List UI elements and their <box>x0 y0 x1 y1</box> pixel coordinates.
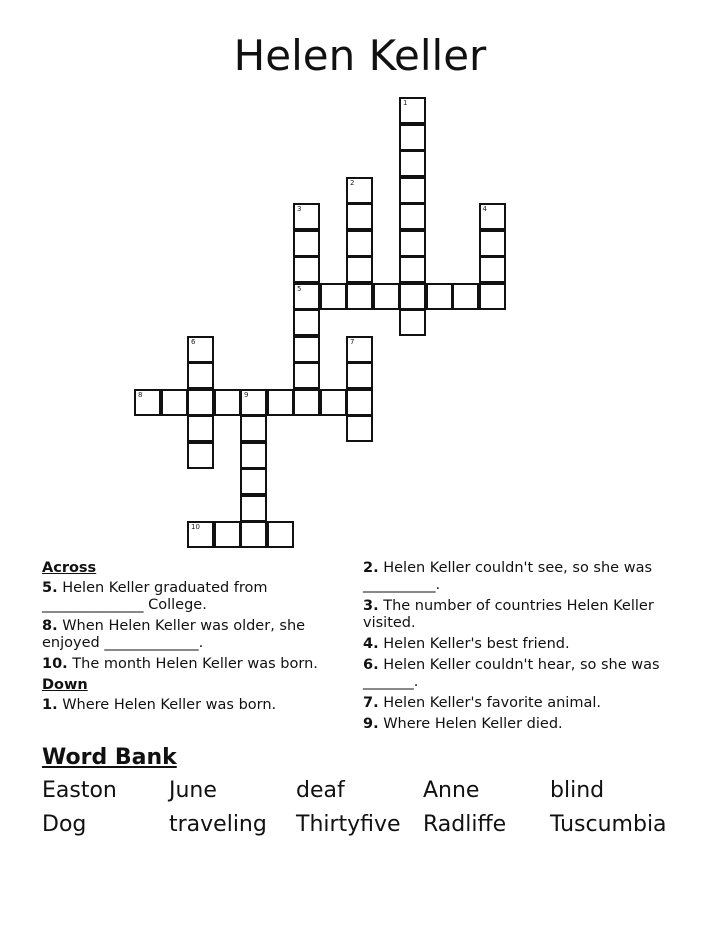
clue-down-9: 9. Where Helen Keller died. <box>363 716 563 732</box>
crossword-cell[interactable] <box>267 521 294 548</box>
crossword-cell[interactable] <box>320 283 347 310</box>
clue-number: 3 <box>297 205 302 213</box>
word-bank-item: traveling <box>169 812 267 837</box>
word-bank-title: Word Bank <box>42 745 177 770</box>
clue-down-6: 6. Helen Keller couldn't hear, so she was _______. <box>363 657 660 690</box>
crossword-cell[interactable] <box>293 203 320 230</box>
crossword-cell[interactable] <box>293 389 320 416</box>
crossword-cell[interactable] <box>293 309 320 336</box>
clue-number: 8 <box>138 390 143 399</box>
word-bank <box>42 778 682 838</box>
crossword-cell[interactable] <box>426 283 453 310</box>
crossword-cell[interactable] <box>240 389 267 416</box>
clues-left-column <box>42 557 362 718</box>
crossword-cell[interactable] <box>293 256 320 283</box>
crossword-cell[interactable] <box>346 415 373 442</box>
crossword-cell[interactable] <box>479 203 506 230</box>
crossword-cell[interactable] <box>240 415 267 442</box>
crossword-cell[interactable] <box>399 230 426 257</box>
crossword-cell[interactable] <box>479 283 506 310</box>
word-bank-item: Tuscumbia <box>550 812 667 837</box>
crossword-cell[interactable] <box>346 283 373 310</box>
crossword-cell[interactable] <box>399 124 426 151</box>
clue-number: 1 <box>403 99 408 107</box>
clue-number: 9 <box>244 390 249 399</box>
crossword-cell[interactable] <box>187 362 214 389</box>
clue-down-7: 7. Helen Keller's favorite animal. <box>363 695 601 711</box>
clue-down-1: 1. Where Helen Keller was born. <box>42 697 277 713</box>
word-bank-item: Radliffe <box>423 812 507 837</box>
word-bank-item: Easton <box>42 778 117 803</box>
crossword-cell[interactable] <box>346 177 373 204</box>
down-heading: Down <box>42 677 88 693</box>
word-bank-item: blind <box>550 778 605 803</box>
crossword-cell[interactable] <box>320 389 347 416</box>
crossword-cell[interactable] <box>346 389 373 416</box>
crossword-cell[interactable] <box>187 389 214 416</box>
crossword-cell[interactable] <box>346 336 373 363</box>
crossword-cell[interactable] <box>187 521 214 548</box>
across-heading: Across <box>42 560 97 576</box>
crossword-cell[interactable] <box>161 389 188 416</box>
clue-number: 7 <box>350 337 355 346</box>
crossword-cell[interactable] <box>293 283 320 310</box>
page-title: Helen Keller <box>233 31 487 80</box>
clue-across-8: 8. When Helen Keller was older, she enjoyed _____________. <box>42 618 306 651</box>
crossword-cell[interactable] <box>346 230 373 257</box>
clue-down-2: 2. Helen Keller couldn't see, so she was __________. <box>363 560 653 593</box>
crossword-cell[interactable] <box>214 521 241 548</box>
clue-number: 5 <box>297 284 302 293</box>
clue-number: 6 <box>191 337 196 346</box>
crossword-cell[interactable] <box>187 415 214 442</box>
crossword-cell[interactable] <box>399 177 426 204</box>
crossword-cell[interactable] <box>373 283 400 310</box>
word-bank-item: Thirtyfive <box>296 812 401 837</box>
crossword-cell[interactable] <box>452 283 479 310</box>
crossword-cell[interactable] <box>399 150 426 177</box>
clue-down-3: 3. The number of countries Helen Keller visited. <box>363 598 654 631</box>
crossword-cell[interactable] <box>267 389 294 416</box>
word-bank-item: Dog <box>42 812 87 837</box>
crossword-cell[interactable] <box>399 283 426 310</box>
crossword-cell[interactable] <box>214 389 241 416</box>
crossword-cell[interactable] <box>134 389 161 416</box>
word-bank-item: June <box>169 778 217 803</box>
crossword-cell[interactable] <box>240 468 267 495</box>
crossword-cell[interactable] <box>346 203 373 230</box>
crossword-cell[interactable] <box>479 256 506 283</box>
crossword-cell[interactable] <box>399 309 426 336</box>
crossword-cell[interactable] <box>293 230 320 257</box>
crossword-cell[interactable] <box>187 442 214 469</box>
clue-down-4: 4. Helen Keller's best friend. <box>363 636 570 652</box>
crossword-cell[interactable] <box>399 97 426 124</box>
clue-number: 4 <box>482 205 487 213</box>
crossword-cell[interactable] <box>399 203 426 230</box>
crossword-cell[interactable] <box>240 495 267 522</box>
crossword-cell[interactable] <box>187 336 214 363</box>
crossword-cell[interactable] <box>346 256 373 283</box>
clue-across-5: 5. Helen Keller graduated from ______________ College. <box>42 580 268 613</box>
crossword-cell[interactable] <box>346 362 373 389</box>
clue-number: 10 <box>191 523 200 531</box>
clues-right-column <box>363 557 663 737</box>
word-bank-item: deaf <box>296 778 345 803</box>
clue-across-10: 10. The month Helen Keller was born. <box>42 656 318 672</box>
crossword-cell[interactable] <box>240 442 267 469</box>
crossword-cell[interactable] <box>293 336 320 363</box>
crossword-cell[interactable] <box>479 230 506 257</box>
word-bank-item: Anne <box>423 778 480 803</box>
crossword-cell[interactable] <box>399 256 426 283</box>
crossword-cell[interactable] <box>293 362 320 389</box>
crossword-cell[interactable] <box>240 521 267 548</box>
clue-number: 2 <box>350 178 355 187</box>
